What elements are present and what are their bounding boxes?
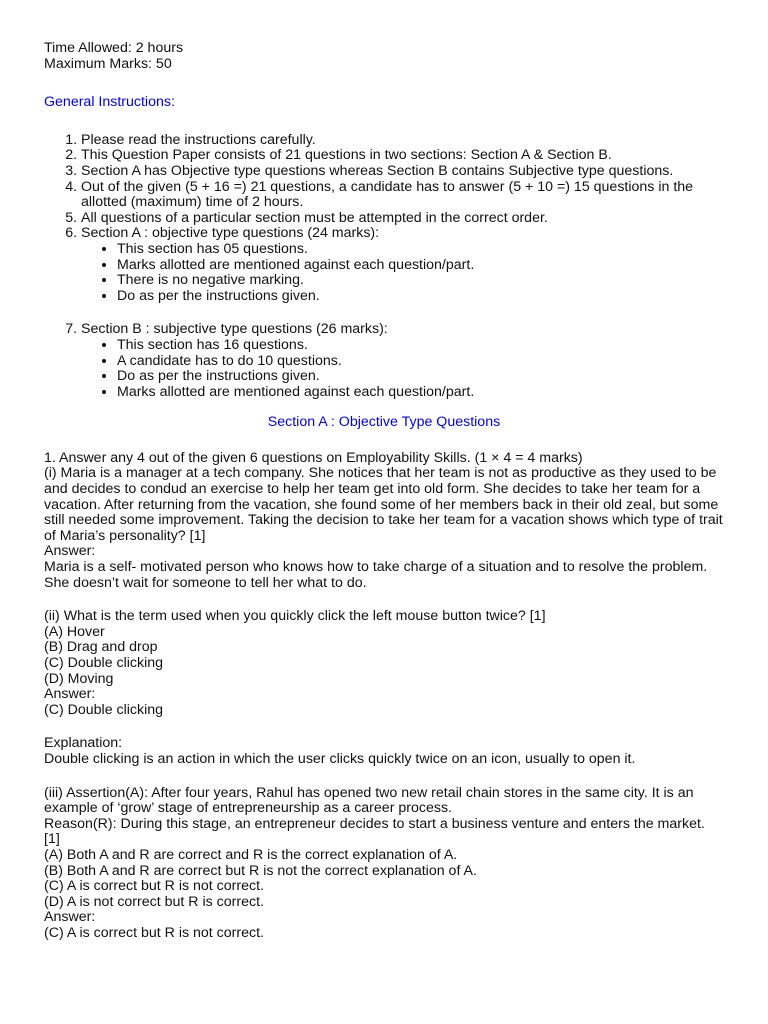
- question-1-prompt: 1. Answer any 4 out of the given 6 questions on Employability Skills. (1 × 4 = 4 marks): [44, 449, 583, 466]
- explanation-label: Explanation:: [44, 735, 123, 752]
- option-a: (A) Hover: [44, 623, 105, 640]
- section-a-title: Section A : Objective Type Questions: [267, 414, 501, 431]
- answer-label: Answer:: [44, 909, 96, 926]
- bullet-item: • This section has 16 questions.: [117, 338, 724, 354]
- option-b: (B) Drag and drop: [44, 639, 158, 656]
- instruction-item-label: Section B : subjective type questions (26 marks):: [81, 321, 388, 338]
- time-allowed: Time Allowed: 2 hours: [44, 40, 184, 56]
- section-b-bullets: [81, 338, 724, 400]
- bullet-item: • Do as per the instructions given.: [117, 289, 724, 305]
- question-1-i-text: (i) Maria is a manager at a tech company. She notices that her team is not as productive as they used to be and decides to condud an exercise to help her team get into old form. She decides to take her team for a vacation. After returning from the vacation, she found some of her members back in their old zeal, but some still needed some improvement. Taking the decision to take her team for a vacation shows which type of trait of Maria’s personality? [1]: [44, 465, 723, 544]
- instruction-item-label: Section A : objective type questions (24 marks):: [81, 225, 380, 242]
- instruction-item: 5. All questions of a particular section must be attempted in the correct order.: [81, 211, 724, 227]
- option-d: (D) Moving: [44, 670, 114, 687]
- option-d: (D) A is not correct but R is correct.: [44, 893, 264, 910]
- question-1-ii-explanation: Double clicking is an action in which the user clicks quickly twice on an icon, usually to open it.: [44, 750, 636, 767]
- instruction-item: 4. Out of the given (5 + 16 =) 21 questions, a candidate has to answer (5 + 10 =) 15 questions in the allotted (maximum) time of 2 hours.: [81, 180, 724, 211]
- bullet-item: • Do as per the instructions given.: [117, 369, 724, 385]
- instruction-item-section-a: [81, 226, 724, 322]
- instructions-list: [44, 133, 724, 401]
- question-1-iii-reason: Reason(R): During this stage, an entrepreneur decides to start a business venture and enters the market. [1]: [44, 815, 705, 848]
- option-c: (C) Double clicking: [44, 655, 164, 671]
- instruction-item: 2. This Question Paper consists of 21 questions in two sections: Section A & Section B.: [81, 148, 724, 164]
- question-1-iii-answer: (C) A is correct but R is not correct.: [44, 924, 264, 941]
- bullet-item: • A candidate has to do 10 questions.: [117, 354, 724, 370]
- option-b: (B) Both A and R are correct but R is not the correct explanation of A.: [44, 862, 477, 879]
- instruction-item-section-b: [81, 322, 724, 400]
- answer-label: Answer:: [44, 543, 96, 560]
- bullet-item: • There is no negative marking.: [117, 273, 724, 289]
- bullet-item: • Marks allotted are mentioned against each question/part.: [117, 385, 724, 401]
- question-1: [44, 451, 724, 942]
- question-1-i-answer: Maria is a self- motivated person who knows how to take charge of a situation and to resolve the problem. She doesn’t wait for someone to tell her what to do.: [44, 559, 708, 591]
- option-a: (A) Both A and R are correct and R is the correct explanation of A.: [44, 846, 458, 863]
- maximum-marks: Maximum Marks: 50: [44, 55, 172, 72]
- bullet-item: • Marks allotted are mentioned against each question/part.: [117, 258, 724, 274]
- instruction-item: 1. Please read the instructions carefully.: [81, 133, 724, 149]
- question-1-iii-assertion: (iii) Assertion(A): After four years, Rahul has opened two new retail chain stores in the same city. It is an example of ‘grow’ stage of entrepreneurship as a career process.: [44, 784, 694, 817]
- section-a-bullets: [81, 242, 724, 304]
- instruction-item: 3. Section A has Objective type questions whereas Section B contains Subjective type questions.: [81, 164, 724, 180]
- question-1-ii-text: (ii) What is the term used when you quickly click the left mouse button twice? [1]: [44, 608, 546, 625]
- bullet-item: • This section has 05 questions.: [117, 242, 724, 258]
- answer-label: Answer:: [44, 686, 96, 703]
- option-c: (C) A is correct but R is not correct.: [44, 878, 264, 895]
- general-instructions-heading: General Instructions:: [44, 94, 175, 111]
- question-1-ii-answer: (C) Double clicking: [44, 701, 164, 718]
